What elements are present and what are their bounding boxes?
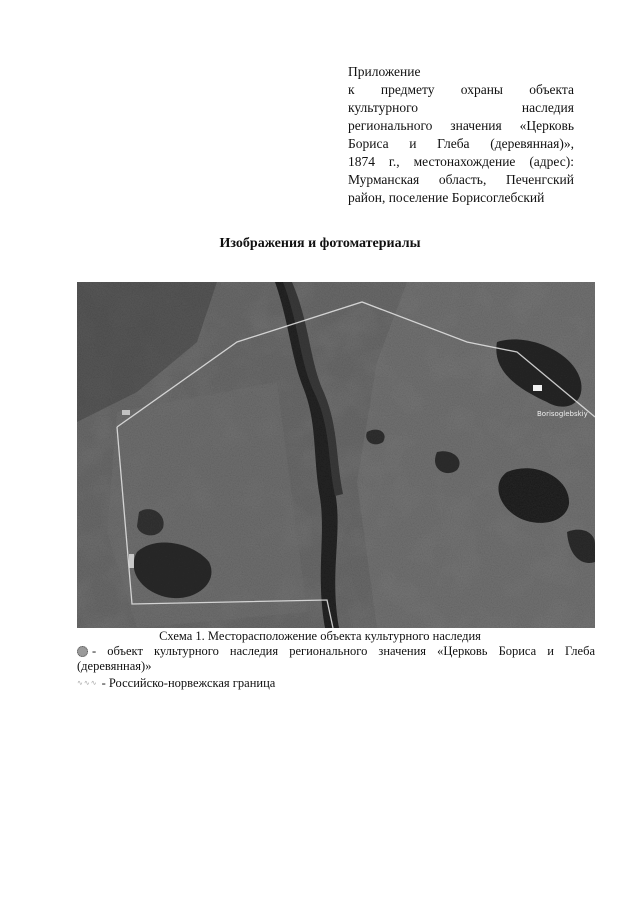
- border-line-symbol-icon: ∿∿∿: [77, 679, 98, 687]
- object-marker: [533, 385, 542, 391]
- legend-border-text: - Российско-норвежская граница: [101, 676, 276, 690]
- annex-line: Мурманская область, Печенгский: [348, 172, 574, 187]
- legend-object-text-cont: (деревянная)»: [77, 659, 152, 673]
- annex-line: Приложение: [348, 64, 421, 79]
- annex-line: культурного наследия: [348, 100, 574, 115]
- annex-line: 1874 г., местонахождение (адрес):: [348, 154, 574, 169]
- annex-line: Бориса и Глеба (деревянная)»,: [348, 136, 574, 151]
- legend-object: [77, 644, 595, 674]
- legend-object-text: - объект культурного наследия регионального значения «Церковь Бориса и Глеба: [92, 644, 595, 658]
- satellite-map-svg: [77, 282, 595, 628]
- section-heading: Изображения и фотоматериалы: [219, 236, 421, 251]
- satellite-map-image: [77, 282, 595, 628]
- annex-line: район, поселение Борисоглебский: [348, 190, 545, 205]
- figure-caption: Схема 1. Месторасположение объекта культурного наследия: [159, 629, 481, 643]
- annex-block: [348, 63, 574, 207]
- heritage-object-symbol-icon: [77, 646, 88, 657]
- place-label: Borisoglebskiy: [537, 410, 588, 418]
- annex-line: регионального значения «Церковь: [348, 118, 574, 133]
- annex-line: к предмету охраны объекта: [348, 82, 574, 97]
- legend-border: [77, 676, 595, 691]
